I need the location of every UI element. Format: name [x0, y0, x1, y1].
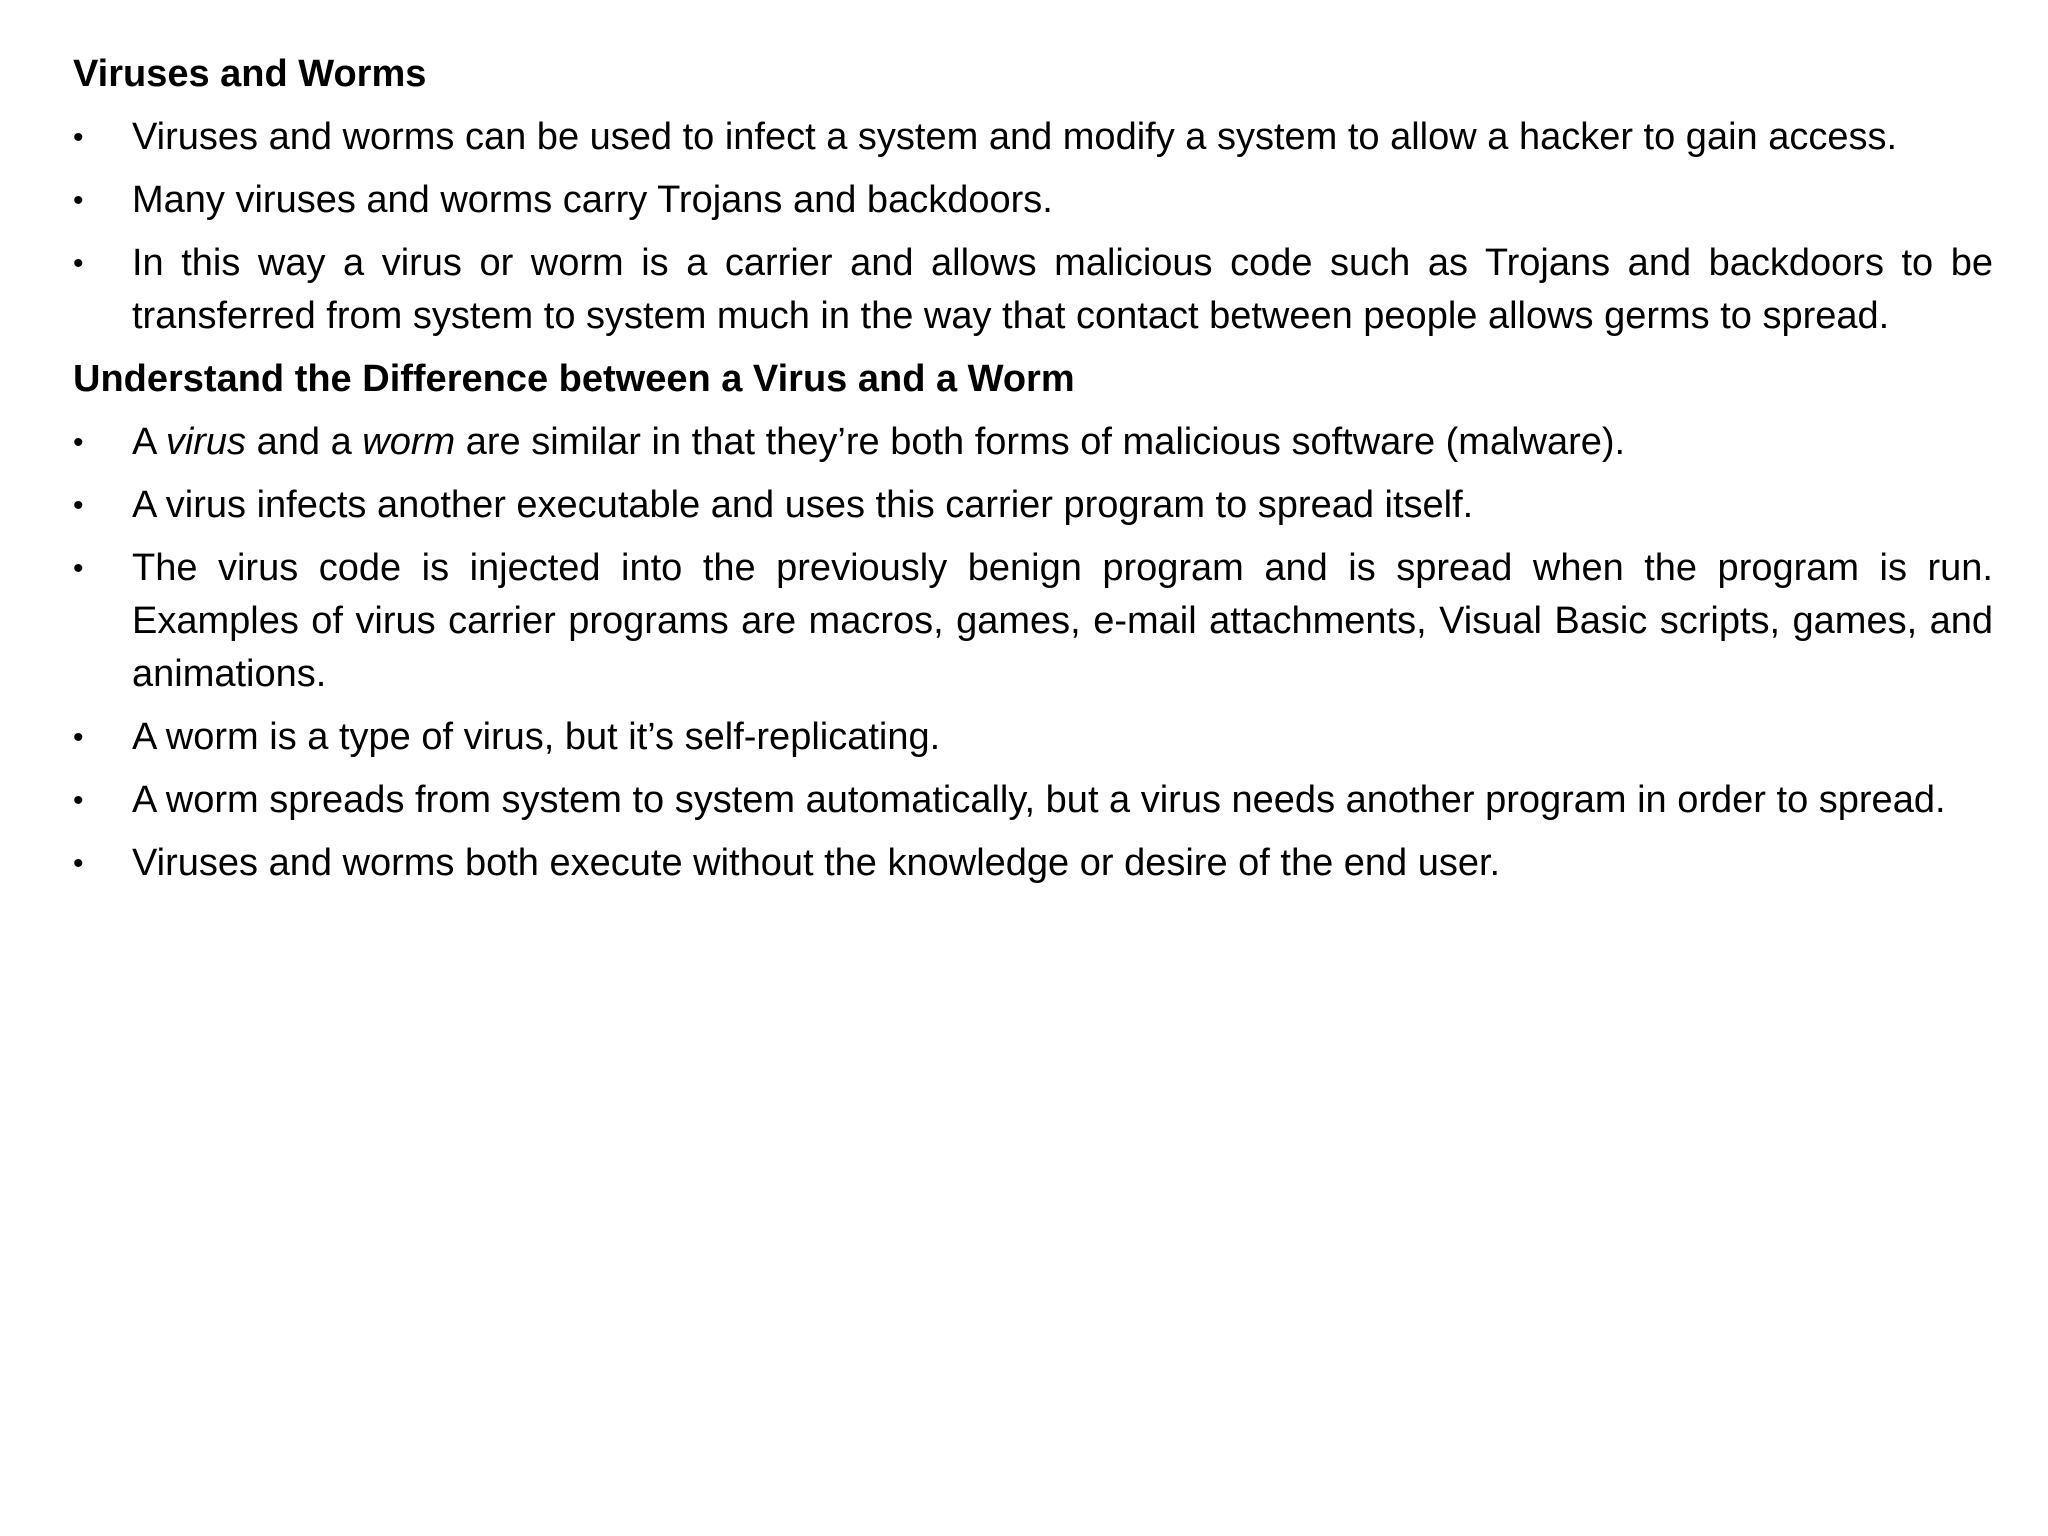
bullet-text: In this way a virus or worm is a carrier and allows malicious code such as Trojans and backdoors to be transferred from system to system much in the way that contact between people allows germs to spread.	[132, 242, 1993, 337]
bullet-dot: •	[73, 489, 84, 522]
bullet-dot: •	[73, 721, 84, 754]
bullet-text: A virus infects another executable and uses this carrier program to spread itself.	[132, 484, 1474, 526]
bullet-item	[73, 542, 1993, 701]
bullet-dot: •	[73, 121, 84, 154]
bullet-text: A worm is a type of virus, but it’s self-replicating.	[132, 716, 941, 758]
bullet-dot: •	[73, 784, 84, 817]
bullet-text	[132, 421, 1625, 463]
bullet-item	[73, 774, 1993, 827]
bullet-dot: •	[73, 847, 84, 880]
bullet-text: Viruses and worms both execute without the knowledge or desire of the end user.	[132, 842, 1501, 884]
bullet-text-part: are similar in that they’re both forms of malicious software (malware).	[455, 421, 1626, 463]
bullet-item	[73, 837, 1993, 890]
bullet-item	[73, 711, 1993, 764]
bullet-item	[73, 174, 1993, 227]
bullet-text: A worm spreads from system to system automatically, but a virus needs another program in order to spread.	[132, 779, 1946, 821]
bullet-item	[73, 416, 1993, 469]
section-heading-virus-vs-worm: Understand the Difference between a Virus and a Worm	[73, 358, 1075, 400]
section-heading-viruses-and-worms: Viruses and Worms	[73, 53, 427, 95]
bullet-text: Viruses and worms can be used to infect a system and modify a system to allow a hacker to gain access.	[132, 116, 1898, 158]
bullet-list-viruses-and-worms	[73, 111, 1993, 343]
bullet-text-part: A	[132, 421, 166, 463]
bullet-text: Many viruses and worms carry Trojans and backdoors.	[132, 179, 1053, 221]
bullet-item	[73, 111, 1993, 164]
bullet-dot: •	[73, 184, 84, 217]
bullet-item	[73, 237, 1993, 343]
bullet-text-part: and a	[246, 421, 363, 463]
italic-term-worm: worm	[362, 421, 456, 463]
bullet-dot: •	[73, 426, 84, 459]
bullet-list-virus-vs-worm	[73, 416, 1993, 890]
slide-content	[73, 48, 1993, 900]
bullet-item	[73, 479, 1993, 532]
bullet-dot: •	[73, 552, 84, 585]
bullet-text: The virus code is injected into the previously benign program and is spread when the program is run. Examples of virus carrier programs are macros, games, e-mail attachments, Visual Basic scripts, games, and animations.	[132, 547, 1993, 695]
bullet-dot: •	[73, 247, 84, 280]
italic-term-virus: virus	[165, 421, 247, 463]
